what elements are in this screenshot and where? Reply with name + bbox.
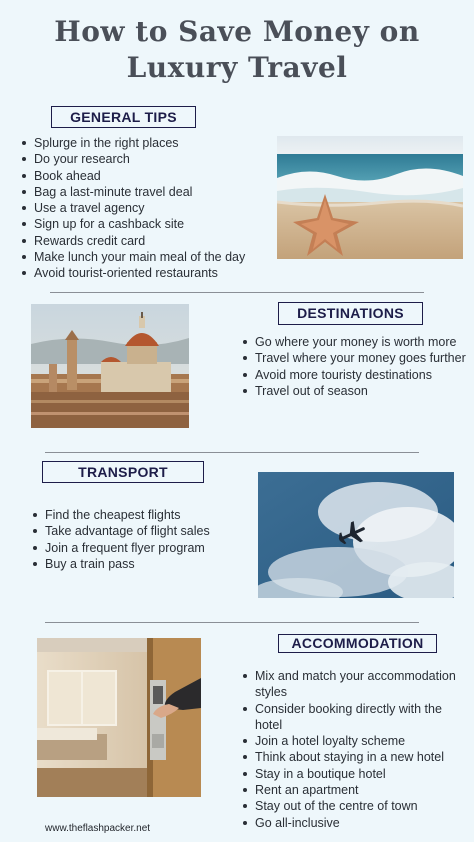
- list-item: Travel out of season: [243, 383, 469, 399]
- divider: [45, 452, 419, 453]
- list-item: Rent an apartment: [243, 782, 469, 798]
- hotel-room-door-photo: [37, 638, 201, 797]
- list-item: Do your research: [22, 151, 272, 167]
- list-item: Buy a train pass: [33, 556, 253, 572]
- list-item: Go where your money is worth more: [243, 334, 469, 350]
- list-item: Stay out of the centre of town: [243, 798, 469, 814]
- list-item: Use a travel agency: [22, 200, 272, 216]
- list-item: Rewards credit card: [22, 233, 272, 249]
- list-item: Take advantage of flight sales: [33, 523, 253, 539]
- transport-heading: TRANSPORT: [42, 461, 204, 483]
- list-item: Make lunch your main meal of the day: [22, 249, 272, 265]
- florence-cathedral-photo: [31, 304, 189, 428]
- transport-list: [33, 507, 253, 572]
- list-item: Sign up for a cashback site: [22, 216, 272, 232]
- list-item: Avoid tourist-oriented restaurants: [22, 265, 272, 281]
- divider: [50, 292, 424, 293]
- list-item: Stay in a boutique hotel: [243, 766, 469, 782]
- airplane-sky-photo: [258, 472, 454, 598]
- list-item: Splurge in the right places: [22, 135, 272, 151]
- list-item: Join a hotel loyalty scheme: [243, 733, 469, 749]
- title-line-1: How to Save Money on: [54, 15, 420, 48]
- page-title: [0, 14, 474, 86]
- beach-starfish-photo: [277, 136, 463, 259]
- website-link[interactable]: www.theflashpacker.net: [45, 823, 151, 834]
- destinations-list: [243, 334, 469, 399]
- list-item: Avoid more touristy destinations: [243, 367, 469, 383]
- list-item: Join a frequent flyer program: [33, 540, 253, 556]
- list-item: Go all-inclusive: [243, 815, 469, 831]
- general-tips-list: [22, 135, 272, 282]
- list-item: Mix and match your accommodation styles: [243, 668, 469, 701]
- destinations-heading: DESTINATIONS: [278, 302, 423, 325]
- accommodation-list: [243, 668, 469, 831]
- list-item: Find the cheapest flights: [33, 507, 253, 523]
- general-tips-heading: GENERAL TIPS: [51, 106, 196, 128]
- accommodation-heading: ACCOMMODATION: [278, 634, 437, 653]
- divider: [45, 622, 419, 623]
- list-item: Consider booking directly with the hotel: [243, 701, 469, 734]
- list-item: Book ahead: [22, 168, 272, 184]
- list-item: Bag a last-minute travel deal: [22, 184, 272, 200]
- title-line-2: Luxury Travel: [126, 51, 348, 84]
- list-item: Think about staying in a new hotel: [243, 749, 469, 765]
- list-item: Travel where your money goes further: [243, 350, 469, 366]
